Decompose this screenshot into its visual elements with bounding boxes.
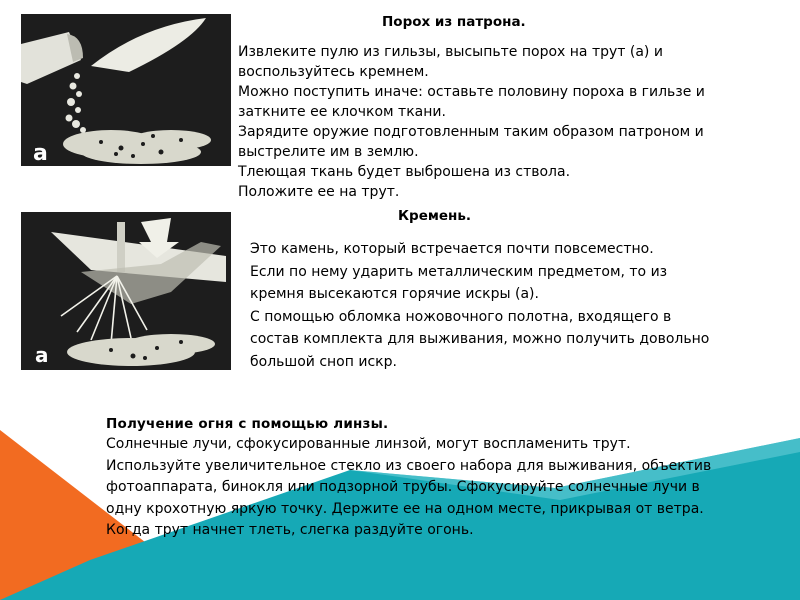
flint-text-line: состав комплекта для выживания, можно получить довольно <box>250 331 710 347</box>
powder-section-title: Порох из патрона. <box>382 14 526 30</box>
flint-text-line: Если по нему ударить металлическим предметом, то из <box>250 263 668 280</box>
lens-section-body <box>106 434 786 542</box>
powder-text-line: Тлеющая ткань будет выброшена из ствола. <box>238 164 571 180</box>
flint-text-line: Это камень, который встречается почти повсеместно. <box>250 241 654 257</box>
flint-text-line: кремня высекаются горячие искры (а). <box>250 286 539 302</box>
flint-text-line: С помощью обломка ножовочного полотна, входящего в <box>250 308 672 325</box>
flint-section-body <box>250 238 790 373</box>
lens-section-title: Получение огня с помощью линзы. <box>106 416 389 432</box>
lens-text-line: одну крохотную яркую точку. Держите ее на одном месте, прикрывая от ветра. <box>106 500 704 517</box>
powder-text-line: выстрелите им в землю. <box>238 144 419 160</box>
powder-text-line: Извлеките пулю из гильзы, высыпьте порох на трут (а) и <box>238 44 663 60</box>
powder-text-line: заткните ее клочком ткани. <box>238 104 446 120</box>
lens-text-line: фотоаппарата, бинокля или подзорной трубы. Сфокусируйте солнечные лучи в <box>106 479 700 495</box>
lens-text-line: Когда трут начнет тлеть, слегка раздуйте огонь. <box>106 522 474 538</box>
powder-text-line: Можно поступить иначе: оставьте половину пороха в гильзе и <box>238 84 705 100</box>
illustration-label: a <box>35 343 49 367</box>
powder-text-line: Положите ее на трут. <box>238 184 400 200</box>
powder-illustration <box>21 14 231 166</box>
flint-section-title: Кремень. <box>398 208 472 224</box>
lens-text-line: Солнечные лучи, сфокусированные линзой, могут воспламенить трут. <box>106 436 631 452</box>
powder-text-line: воспользуйтесь кремнем. <box>238 64 429 80</box>
lens-section <box>106 414 786 542</box>
flint-sparks-image <box>21 212 231 370</box>
powder-section-body <box>238 42 786 202</box>
illustration-label: a <box>33 141 48 166</box>
cartridge-pour-image <box>21 14 231 166</box>
flint-illustration <box>21 212 231 370</box>
powder-text-line: Зарядите оружие подготовленным таким образом патроном и <box>238 124 704 140</box>
flint-text-line: большой сноп искр. <box>250 353 397 370</box>
lens-text-line: Используйте увеличительное стекло из своего набора для выживания, объектив <box>106 457 712 474</box>
